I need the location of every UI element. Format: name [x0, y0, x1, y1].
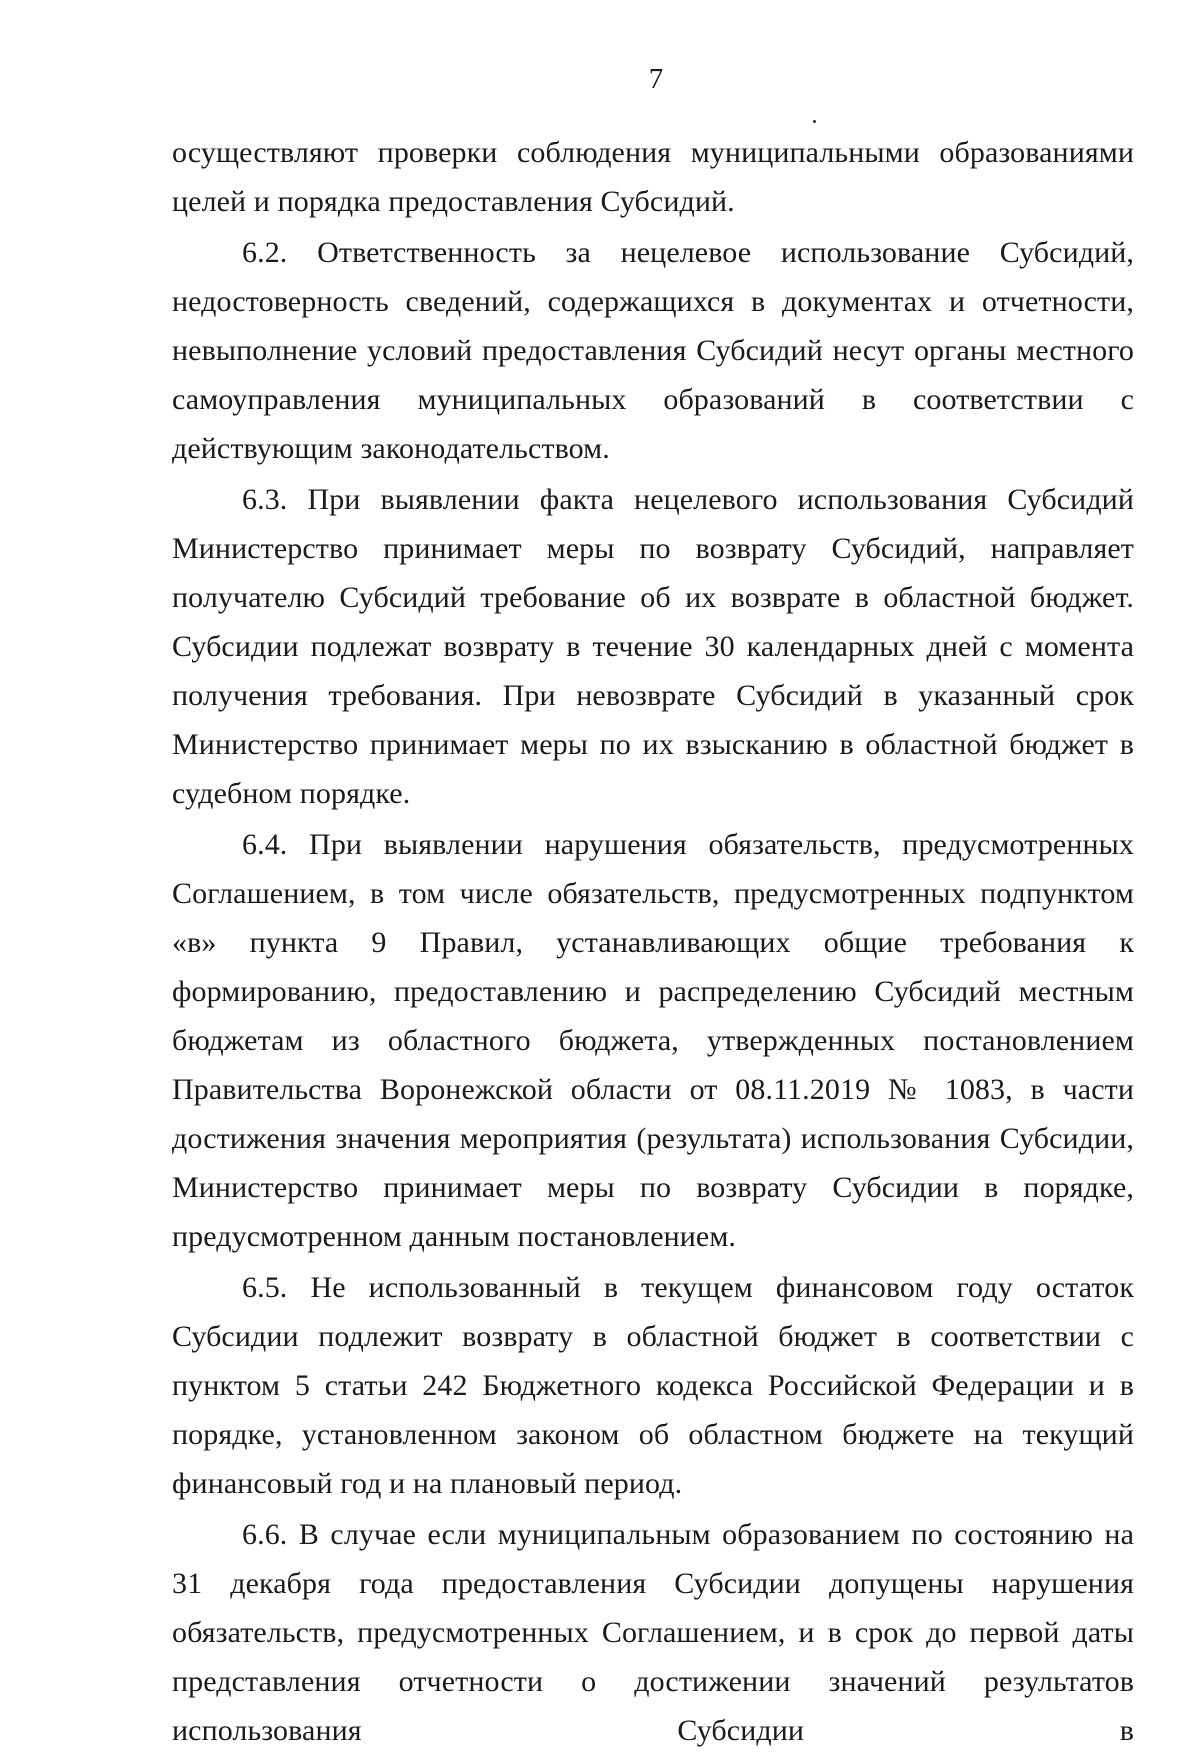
- paragraph-6-3: 6.3. При выявлении факта нецелевого использования Субсидий Министерство принимает меры по возврату Субсидий, направляет получателю Субсидий требование об их возврате в областной бюджет. Субсидии подлежат возврату в течение 30 календарных дней с момента получения требования. При невозврате Субсидий в указанный срок Министерство принимает меры по их взысканию в областной бюджет в судебном порядке.: [172, 483, 1134, 810]
- paragraph-6-6: 6.6. В случае если муниципальным образованием по состоянию на 31 декабря года предоставления Субсидии допущены нарушения обязательств, предусмотренных Соглашением, и в срок до первой даты представления отчетности о достижении значений результатов использования Субсидии в: [172, 1518, 1134, 1747]
- document-body: [172, 128, 1134, 1755]
- paragraph-continuation: осуществляют проверки соблюдения муниципальными образованиями целей и порядка предоставления Субсидий.: [172, 136, 1134, 218]
- page-number: 7: [648, 63, 664, 95]
- paragraph-6-4: 6.4. При выявлении нарушения обязательств, предусмотренных Соглашением, в том числе обязательств, предусмотренных подпунктом «в» пункта 9 Правил, устанавливающих общие требования к формированию, предоставлению и распределению Субсидий местным бюджетам из областного бюджета, утвержденных постановлением Правительства Воронежской области от 08.11.2019 № 1083, в части достижения значения мероприятия (результата) использования Субсидии, Министерство принимает меры по возврату Субсидии в порядке, предусмотренном данным постановлением.: [172, 828, 1134, 1253]
- scan-speck: [813, 120, 816, 123]
- paragraph-6-2: 6.2. Ответственность за нецелевое использование Субсидий, недостоверность сведений, содержащихся в документах и отчетности, невыполнение условий предоставления Субсидий несут органы местного самоуправления муниципальных образований в соответствии с действующим законодательством.: [172, 236, 1134, 465]
- paragraph-6-5: 6.5. Не использованный в текущем финансовом году остаток Субсидии подлежит возврату в областной бюджет в соответствии с пунктом 5 статьи 242 Бюджетного кодекса Российской Федерации и в порядке, установленном законом об областном бюджете на текущий финансовый год и на плановый период.: [172, 1271, 1134, 1500]
